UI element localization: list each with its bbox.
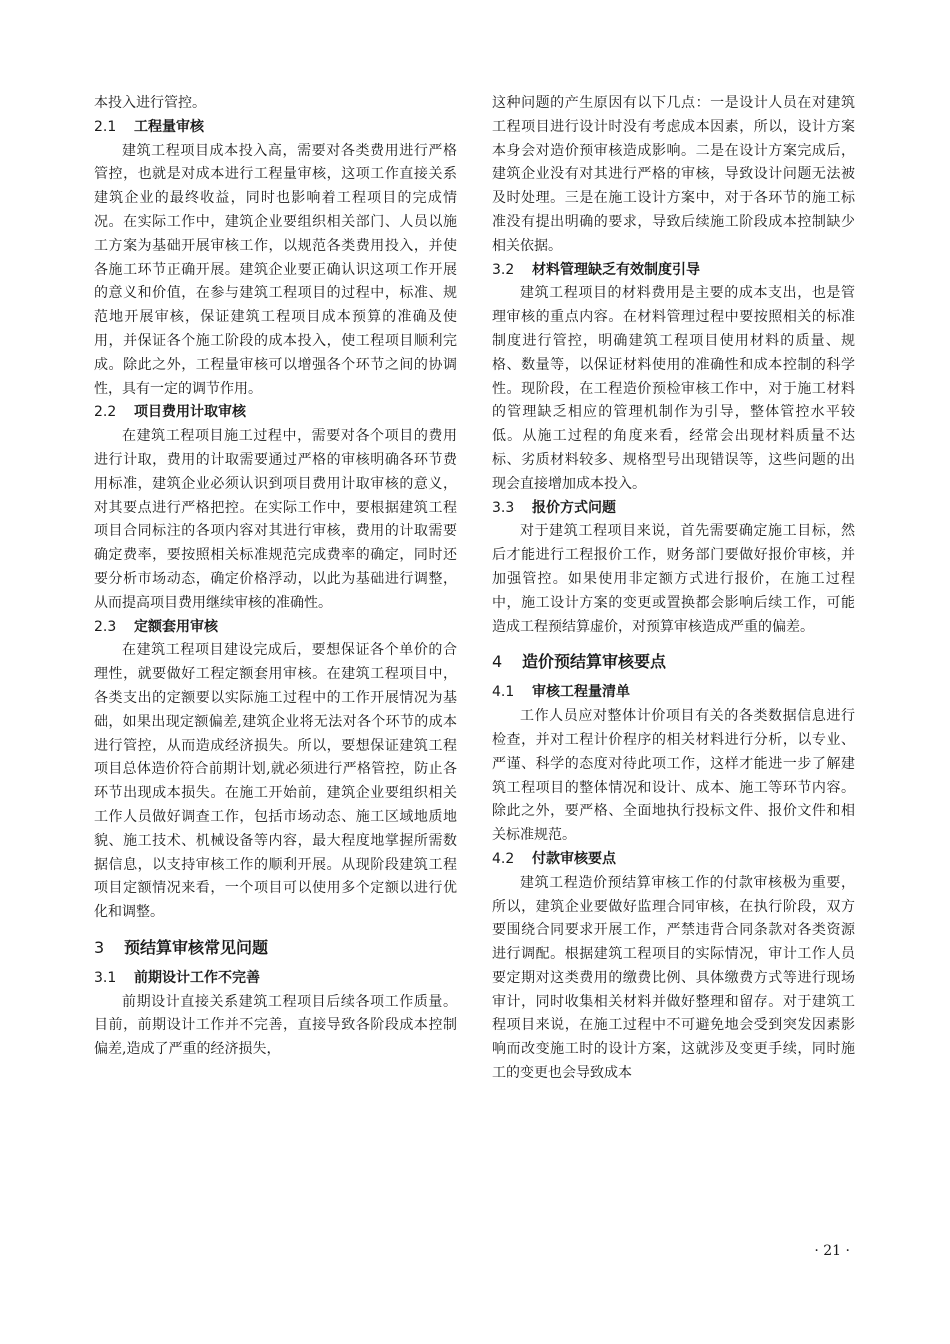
paragraph-continuation: 本投入进行管控。 <box>94 95 206 111</box>
paragraph: 建筑工程项目成本投入高，需要对各类费用进行严格管控，也就是对成本进行工程量审核，这项工作直接关系建筑企业的最终收益，同时也影响着工程项目的完成情况。在实际工作中，建筑企业要组织相关部门、人员以施工方案为基础开展审核工作，以规范各类费用投入，并使各施工环节正确开展。建筑企业要正确认识这项工作开展的意义和价值，在参与建筑工程项目的过程中，标准、规范地开展审核，保证建筑工程项目成本预算的准确及使用，并保证各个施工阶段的成本投入，使工程项目顺利完成。除此之外，工程量审核可以增强各个环节之间的协调性，具有一定的调节作用。 <box>94 142 457 397</box>
section-title: 报价方式问题 <box>532 499 616 516</box>
section-title: 预结算审核常见问题 <box>124 937 269 957</box>
section-number: 3.2 <box>492 261 515 278</box>
section-heading-3-3 <box>492 497 855 521</box>
section-number: 4 <box>492 652 503 672</box>
section-heading-3-2 <box>492 259 855 283</box>
section-number: 2.3 <box>94 618 117 635</box>
section-number: 2.1 <box>94 118 117 135</box>
paragraph: 在建筑工程项目建设完成后，要想保证各个单价的合理性，就要做好工程定额套用审核。在建筑工程项目中，各类支出的定额要以实际施工过程中的工作开展情况为基础，如果出现定额偏差,建筑企业将无法对各个环节的成本进行管控，从而造成经济损失。所以，要想保证建筑工程项目总体造价符合前期计划,就必须进行严格管控，防止各环节出现成本损失。在施工开始前，建筑企业要组织相关工作人员做好调查工作，包括市场动态、施工区域地质地貌、施工技术、机械设备等内容，最大程度地掌握所需数据信息，以支持审核工作的顺利开展。从现阶段建筑工程项目定额情况来看，一个项目可以使用多个定额以进行优化和调整。 <box>94 642 457 921</box>
section-heading-2-2 <box>94 401 457 425</box>
section-heading-3 <box>94 935 457 961</box>
section-title: 造价预结算审核要点 <box>522 652 667 672</box>
section-number: 3.3 <box>492 499 515 516</box>
section-number: 4.2 <box>492 850 515 867</box>
section-title: 付款审核要点 <box>532 850 616 867</box>
paragraph: 工作人员应对整体计价项目有关的各类数据信息进行检查，并对工程计价程序的相关材料进行分析，以专业、严谨、科学的态度对待此项工作，这样才能进一步了解建筑工程项目的整体情况和设计、成本、施工等环节内容。除此之外，要严格、全面地执行投标文件、报价文件和相关标准规范。 <box>492 708 855 844</box>
paragraph-continuation: 这种问题的产生原因有以下几点：一是设计人员在对建筑工程项目进行设计时没有考虑成本因素，所以，设计方案本身会对造价预审核造成影响。二是在设计方案完成后，建筑企业没有对其进行严格的审核，导致设计问题无法被及时处理。三是在施工设计方案中，对于各环节的施工标准没有提出明确的要求，导致后续施工阶段成本控制缺少相关依据。 <box>492 95 855 254</box>
section-heading-3-1 <box>94 967 457 991</box>
section-heading-2-3 <box>94 616 457 640</box>
section-number: 2.2 <box>94 404 117 421</box>
paragraph: 前期设计直接关系建筑工程项目后续各项工作质量。目前，前期设计工作并不完善，直接导致各阶段成本控制偏差,造成了严重的经济损失， <box>94 993 457 1058</box>
paragraph: 对于建筑工程项目来说，首先需要确定施工目标，然后才能进行工程报价工作，财务部门要做好报价审核，并加强管控。如果使用非定额方式进行报价，在施工过程中，施工设计方案的变更或置换都会影响后续工作，可能造成工程预结算虚价，对预算审核造成严重的偏差。 <box>492 523 855 635</box>
section-number: 3 <box>94 937 105 957</box>
section-number: 4.1 <box>492 684 515 701</box>
section-title: 前期设计工作不完善 <box>134 969 260 986</box>
section-heading-4 <box>492 649 855 675</box>
section-heading-4-2 <box>492 848 855 872</box>
section-title: 定额套用审核 <box>134 618 218 635</box>
section-title: 材料管理缺乏有效制度引导 <box>532 261 700 278</box>
paragraph: 建筑工程造价预结算审核工作的付款审核极为重要，所以，建筑企业要做好监理合同审核，在执行阶段，双方要围绕合同要求开展工作，严禁违背合同条款对各类资源进行调配。根据建筑工程项目的实际情况，审计工作人员要定期对这类费用的缴费比例、具体缴费方式等进行现场审计，同时收集相关材料并做好整理和留存。对于建筑工程项目来说，在施工过程中不可避免地会受到突发因素影响而改变施工时的设计方案，这就涉及变更手续，同时施工的变更也会导致成本 <box>492 874 855 1082</box>
paragraph: 建筑工程项目的材料费用是主要的成本支出，也是管理审核的重点内容。在材料管理过程中要按照相关的标准制度进行管控，明确建筑工程项目使用材料的质量、规格、数量等，以保证材料使用的准确性和成本控制的科学性。现阶段，在工程造价预检审核工作中，对于施工材料的管理缺乏相应的管理机制作为引导，整体管控水平较低。从施工过程的角度来看，经常会出现材料质量不达标、劣质材料较多、规格型号出现错误等，这些问题的出现会直接增加成本投入。 <box>492 285 855 492</box>
left-column <box>94 92 457 1062</box>
section-title: 工程量审核 <box>134 118 204 135</box>
section-heading-2-1 <box>94 116 457 140</box>
section-title: 审核工程量清单 <box>532 684 630 701</box>
page-number: · 21 · <box>814 1243 850 1259</box>
section-title: 项目费用计取审核 <box>134 404 246 421</box>
right-column <box>492 92 855 1086</box>
paragraph: 在建筑工程项目施工过程中，需要对各个项目的费用进行计取，费用的计取需要通过严格的审核明确各环节费用标准，建筑企业必须认识到项目费用计取审核的意义，对其要点进行严格把控。在实际工作中，要根据建筑工程项目合同标注的各项内容对其进行审核，费用的计取需要确定费率，要按照相关标准规范完成费率的确定，同时还要分析市场动态，确定价格浮动，以此为基础进行调整，从而提高项目费用继续审核的准确性。 <box>94 428 457 611</box>
section-number: 3.1 <box>94 969 117 986</box>
section-heading-4-1 <box>492 681 855 705</box>
